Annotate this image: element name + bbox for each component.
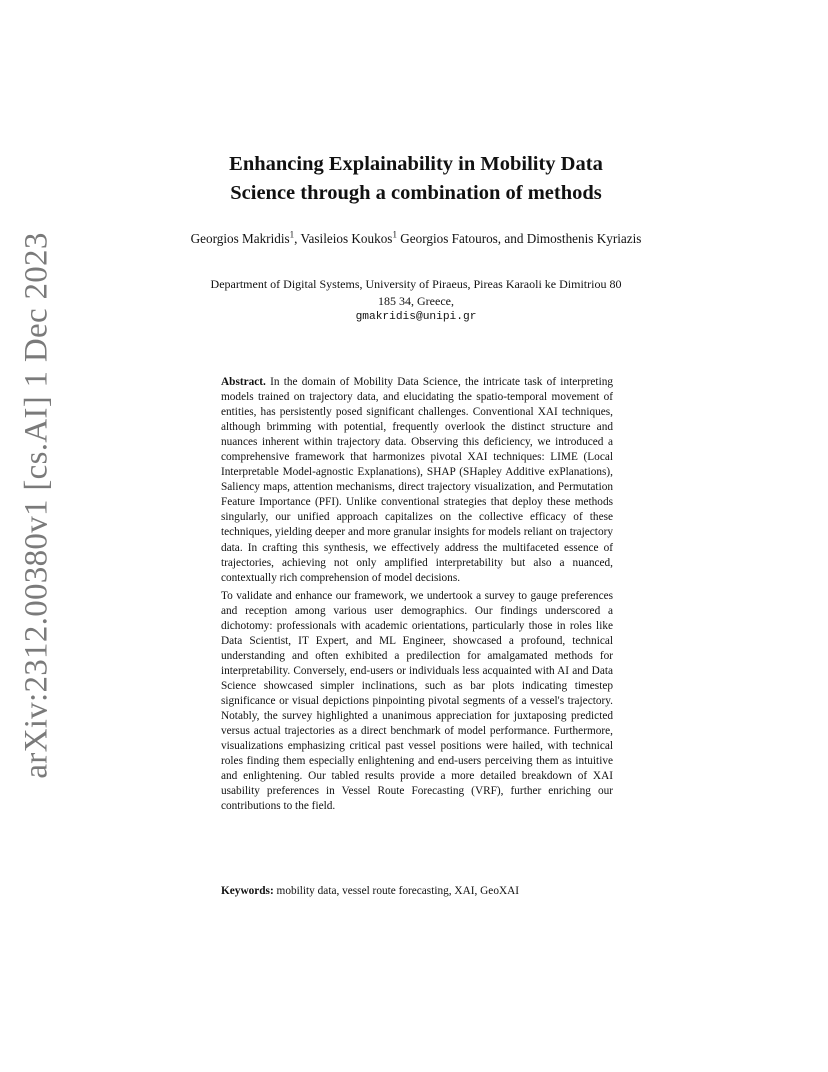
arxiv-identifier-stamp	[18, 231, 56, 779]
keywords-label: Keywords:	[221, 885, 274, 897]
arxiv-identifier-text: arXiv:2312.00380v1 [cs.AI] 1 Dec 2023	[18, 231, 55, 779]
abstract-paragraph-2: To validate and enhance our framework, we undertook a survey to gauge preferences and reception among various user demographics. Our findings underscored a dichotomy: professionals with academic orientations, particularly those in roles like Data Scientist, IT Expert, and ML Engineer, showcased a profound, technical understanding and often exhibited a predilection for amalgamated methods for interpretability. Conversely, end-users or individuals less acquainted with AI and Data Science showcased simpler inclinations, such as bar plots indicating timestep significance or visual depictions pinpointing pivotal segments of a vessel's trajectory. Notably, the survey highlighted a unanimous appreciation for juxtaposing predicted versus actual trajectories as a direct benchmark of model performance. Furthermore, visualizations emphasizing critical past vessel positions were hailed, with technical roles finding them especially enlightening and end-users perceiving them as intuitive and enlightening. Our tabled results provide a more detailed breakdown of XAI usability preferences in Vessel Route Forecasting (VRF), further enriching our contributions to the field.	[221, 589, 613, 813]
affiliation-line-1: Department of Digital Systems, University of Piraeus, Pireas Karaoli ke Dimitriou 80	[210, 277, 622, 291]
abstract-paragraph-1-text: In the domain of Mobility Data Science, the intricate task of interpreting models trained on trajectory data, and elucidating the spatio-temporal movement of entities, has persistently posed significant challenges. Conventional XAI techniques, although brimming with potential, frequently overlook the distinct structure and nuances inherent within trajectory data. Observing this deficiency, we introduced a comprehensive framework that harmonizes pivotal XAI techniques: LIME (Local Interpretable Model-agnostic Explanations), SHAP (SHapley Additive exPlanations), Saliency maps, attention mechanisms, direct trajectory visualization, and Permutation Feature Importance (PFI). Unlike conventional strategies that deploy these methods singularly, our unified approach capitalizes on the collective efficacy of these techniques, yielding deeper and more granular insights for models reliant on trajectory data. In crafting this synthesis, we effectively address the multifaceted essence of trajectories, achieving not only amplified interpretability but also a nuanced, contextually rich comprehension of model decisions.	[221, 376, 614, 584]
author-name: Vasileios Koukos	[300, 231, 393, 246]
paper-title-line-2: Science through a combination of methods	[230, 182, 602, 204]
keywords-text: mobility data, vessel route forecasting, XAI, GeoXAI	[276, 885, 520, 897]
abstract	[221, 375, 613, 814]
author-name: Georgios Makridis	[190, 231, 290, 246]
affiliation-mark: 1	[289, 229, 295, 240]
affiliation-mark: 1	[392, 229, 397, 240]
paper-title-line-1: Enhancing Explainability in Mobility Data	[229, 153, 603, 175]
author-separator: ,	[294, 231, 301, 246]
paper-title	[160, 150, 672, 208]
abstract-paragraph-1	[221, 375, 613, 586]
abstract-label: Abstract.	[221, 376, 266, 388]
contact-email: gmakridis@unipi.gr	[355, 311, 477, 323]
affiliation-block	[150, 276, 682, 326]
author-list	[170, 230, 662, 248]
affiliation-line-2: 185 34, Greece,	[378, 293, 454, 308]
author-names-rest: Georgios Fatouros, and Dimosthenis Kyriazis	[396, 231, 642, 246]
keywords	[221, 884, 613, 899]
